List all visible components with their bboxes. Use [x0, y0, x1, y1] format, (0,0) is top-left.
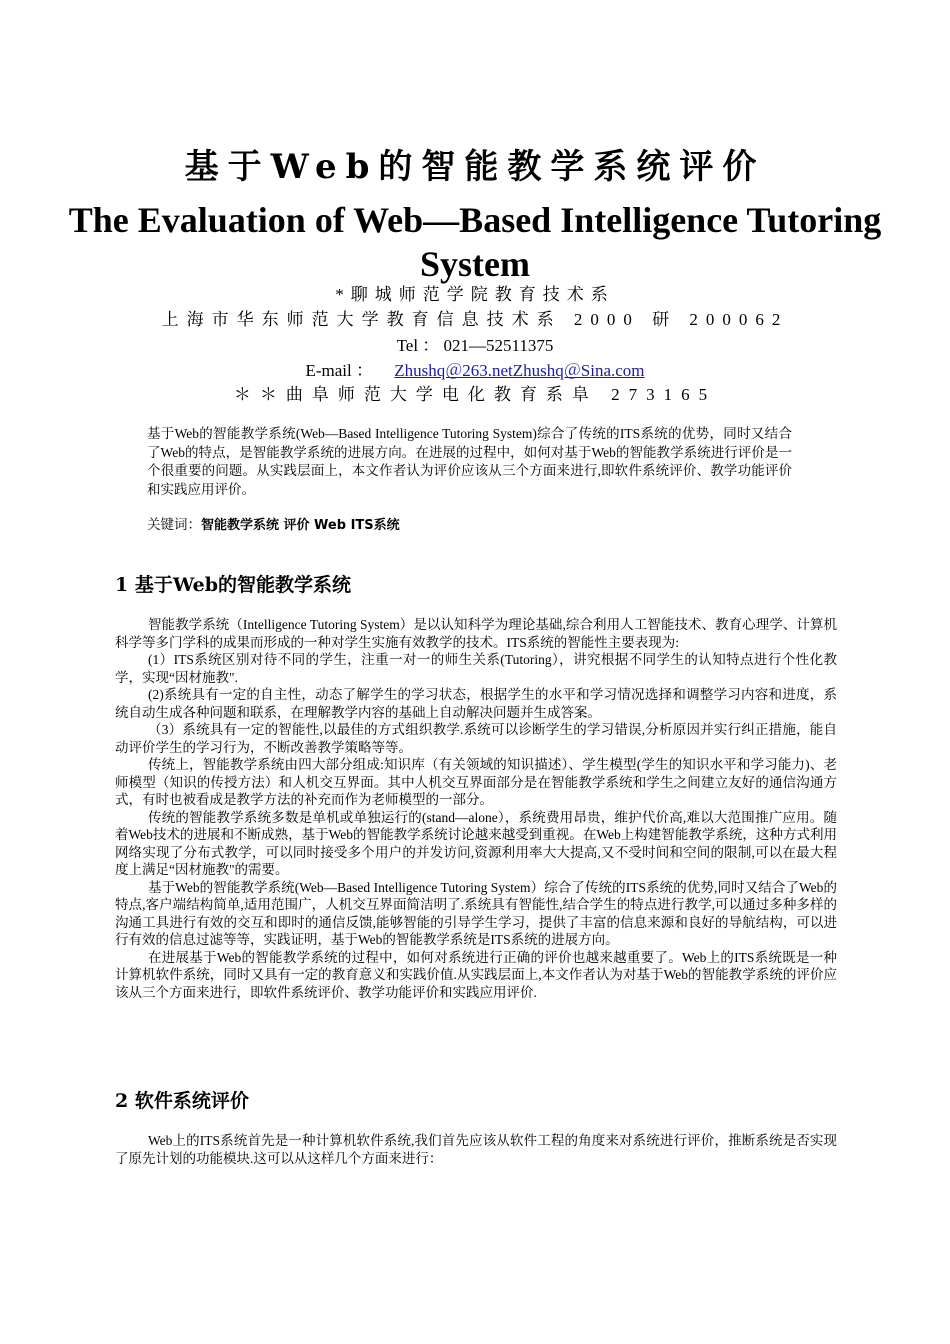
tel-line: Tel ： 021—52511375 — [396, 336, 554, 355]
section-2-heading: 2 软件系统评价 — [115, 1090, 249, 1112]
section-1-paragraph: （3）系统具有一定的智能性,以最佳的方式组织教学.系统可以诊断学生的学习错误,分析原因并实行纠正措施，能自动评价学生的学习行为，不断改善教学策略等等。 — [115, 722, 837, 755]
keywords — [147, 515, 792, 536]
section-1-body — [115, 616, 837, 1001]
section-1-paragraph: 传统上，智能教学系统由四大部分组成:知识库（有关领域的知识描述）、学生模型(学生的知识水平和学习能力)、老师模型（知识的传授方法）和人机交互界面。其中人机交互界面部分是在智能教学系统和学生之间建立友好的通信沟通方式，有时也被看成是教学方法的补充而作为老师模型的一部分。 — [115, 757, 837, 807]
title-chinese: 基于Web的智能教学系统评价 — [184, 147, 766, 187]
section-2-paragraph: Web上的ITS系统首先是一种计算机软件系统,我们首先应该从软件工程的角度来对系统进行评价，推断系统是否实现了原先计划的功能模块.这可以从这样几个方面来进行： — [115, 1133, 837, 1166]
affiliation-1: *聊城师范学院教育技术系 — [335, 285, 615, 304]
section-1-paragraph: 智能教学系统（Intelligence Tutoring System）是以认知科学为理论基础,综合利用人工智能技术、教育心理学、计算机科学等多门学科的成果而形成的一种对学生实施有效教学的技术。ITS系统的智能性主要表现为: — [115, 617, 837, 650]
section-1-paragraph: (2)系统具有一定的自主性，动态了解学生的学习状态，根据学生的水平和学习情况选择和调整学习内容和进度，系统自动生成各种问题和联系，在理解教学内容的基础上自动解决问题并生成答案。 — [115, 687, 837, 720]
section-1-paragraph: (1）ITS系统区别对待不同的学生，注重一对一的师生关系(Tutoring），讲究根据不同学生的认知特点进行个性化教学，实现“因材施教". — [115, 652, 837, 685]
section-1-paragraph: 基于Web的智能教学系统(Web—Based Intelligence Tutoring System）综合了传统的ITS系统的优势,同时又结合了Web的特点,客户端结构简单,适用范围广，人机交互界面简洁明了.系统具有智能性,结合学生的特点进行教学,可以通过多种多样的沟通工具进行有效的交互和即时的通信反馈,能够智能的引导学生学习，提供了丰富的信息来源和良好的导航结构，可以进行有效的信息过滤等等，实践证明，基于Web的智能教学系统是ITS系统的进展方向。 — [115, 879, 837, 947]
affiliation-3: ＊＊曲阜师范大学电化教育系阜 273165 — [233, 385, 717, 404]
keywords-value: 智能教学系统 评价 Web ITS系统 — [201, 518, 400, 533]
abstract: 基于Web的智能教学系统(Web—Based Intelligence Tutoring System)综合了传统的ITS系统的优势，同时又结合了Web的特点，是智能教学系统的进展方向。在进展的过程中，如何对基于Web的智能教学系统进行评价是一个很重要的问题。从实践层面上，本文作者认为评价应该从三个方面来进行,即软件系统评价、教学功能评价和实践应用评价。 — [147, 426, 792, 497]
section-1-heading: 1 基于Web的智能教学系统 — [115, 574, 351, 596]
email-link[interactable]: Zhushq＠263.netZhushq＠Sina.com — [394, 361, 645, 380]
title-english: The Evaluation of Web—Based Intelligence Tutoring System — [68, 200, 882, 284]
email-line — [0, 359, 950, 383]
section-1-paragraph: 传统的智能教学系统多数是单机或单独运行的(stand—alone），系统费用昂贵，维护代价高,难以大范围推广应用。随着Web技术的进展和不断成熟，基于Web的智能教学系统讨论越来越受到重视。在Web上构建智能教学系统，这种方式利用网络实现了分布式教学，可以同时接受多个用户的并发访问,资源利用率大大提高,又不受时间和空间的限制,可以在最大程度上满足“因材施教"的需要。 — [115, 809, 837, 877]
affiliation-2: 上海市华东师范大学教育信息技术系 2000 研 200062 — [161, 310, 789, 329]
section-1-paragraph: 在进展基于Web的智能教学系统的过程中，如何对系统进行正确的评价也越来越重要了。Web上的ITS系统既是一种计算机软件系统，同时又具有一定的教育意义和实践价值.从实践层面上,本文作者认为对基于Web的智能教学系统的评价应该从三个方面来进行，即软件系统评价、教学功能评价和实践应用评价. — [115, 949, 837, 1000]
keywords-label: 关键词： — [147, 517, 201, 532]
email-label: E-mail ： — [305, 361, 373, 380]
section-2-body — [115, 1132, 837, 1167]
